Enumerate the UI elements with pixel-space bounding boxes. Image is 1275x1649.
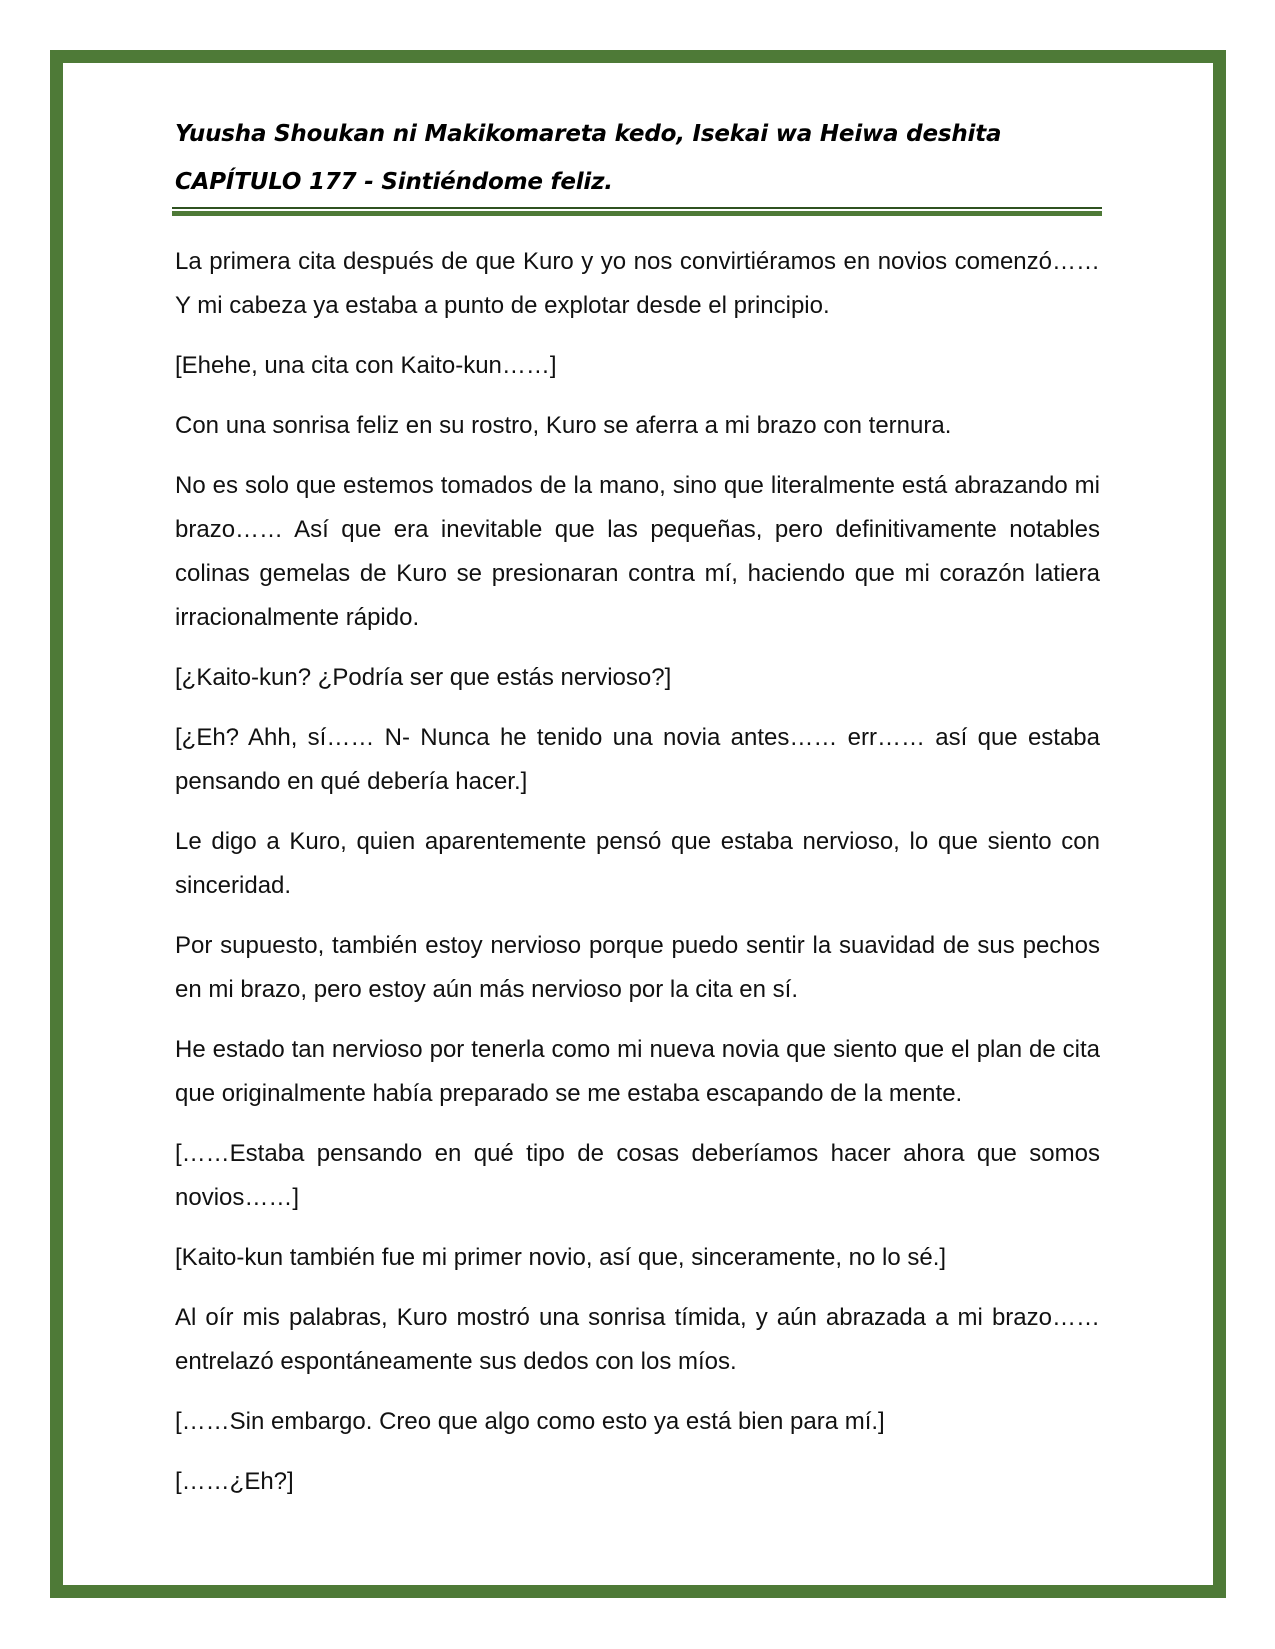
paragraph: No es solo que estemos tomados de la mano, sino que literalmente está abrazando mi brazo…… Así que era inevitable que las pequeñas, pero definitivamente notables colinas gemelas de Kuro se presionaran contra mí, haciendo que mi corazón latiera irracionalmente rápido. (175, 472, 1100, 631)
chapter-title: CAPÍTULO 177 - Sintiéndome feliz. (175, 169, 613, 195)
paragraph: He estado tan nervioso por tenerla como mi nueva novia que siento que el plan de cita que originalmente había preparado se me estaba escapando de la mente. (175, 1036, 1100, 1107)
title-divider-thick-line (172, 211, 1102, 216)
paragraph: [Ehehe, una cita con Kaito-kun……] (175, 352, 557, 379)
title-divider (172, 207, 1102, 216)
paragraph: Al oír mis palabras, Kuro mostró una sonrisa tímida, y aún abrazada a mi brazo…… entrelazó espontáneamente sus dedos con los míos. (175, 1304, 1100, 1375)
paragraph: [……¿Eh?] (175, 1468, 294, 1495)
paragraph: [Kaito-kun también fue mi primer novio, así que, sinceramente, no lo sé.] (175, 1244, 947, 1271)
paragraph: Le digo a Kuro, quien aparentemente pensó que estaba nervioso, lo que siento con sinceridad. (175, 828, 1100, 899)
paragraph: [……Sin embargo. Creo que algo como esto ya está bien para mí.] (175, 1408, 885, 1435)
chapter-body (175, 240, 1100, 1504)
paragraph: [……Estaba pensando en qué tipo de cosas deberíamos hacer ahora que somos novios……] (175, 1140, 1100, 1211)
paragraph: Con una sonrisa feliz en su rostro, Kuro se aferra a mi brazo con ternura. (175, 412, 952, 439)
paragraph: [¿Eh? Ahh, sí…… N- Nunca he tenido una novia antes…… err…… así que estaba pensando en qué debería hacer.] (175, 724, 1100, 795)
paragraph: La primera cita después de que Kuro y yo nos convirtiéramos en novios comenzó…… Y mi cabeza ya estaba a punto de explotar desde el principio. (175, 248, 1100, 319)
paragraph: Por supuesto, también estoy nervioso porque puedo sentir la suavidad de sus pechos en mi brazo, pero estoy aún más nervioso por la cita en sí. (175, 932, 1100, 1003)
document-content (175, 110, 1100, 1520)
paragraph: [¿Kaito-kun? ¿Podría ser que estás nervioso?] (175, 664, 672, 691)
series-title: Yuusha Shoukan ni Makikomareta kedo, Isekai wa Heiwa deshita (175, 121, 1002, 147)
